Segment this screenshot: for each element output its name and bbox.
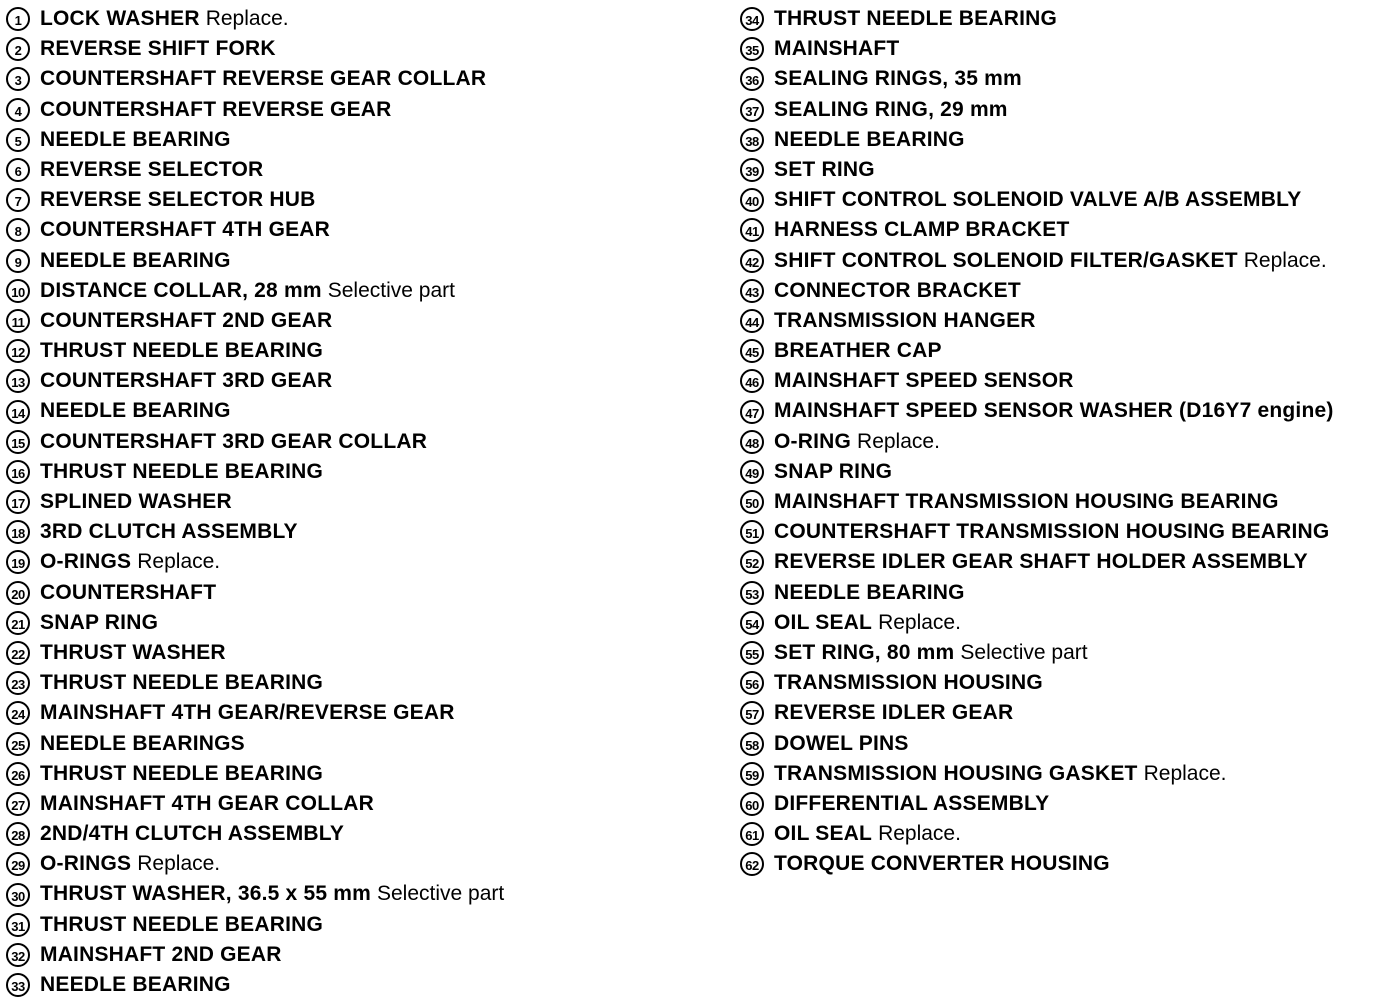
part-name: THRUST NEEDLE BEARING xyxy=(774,7,1058,30)
part-number-circle: 17 xyxy=(6,490,30,514)
part-name: MAINSHAFT TRANSMISSION HOUSING BEARING xyxy=(774,490,1279,513)
part-note: Selective part xyxy=(960,640,1088,664)
part-number-circle: 1 xyxy=(6,7,30,31)
part-name: NEEDLE BEARING xyxy=(774,580,965,604)
part-name: O-RINGS xyxy=(40,852,132,876)
part-number-circle: 28 xyxy=(6,822,30,846)
part-number-circle: 43 xyxy=(740,279,764,303)
part-number-circle: 11 xyxy=(6,309,30,333)
part-number-circle: 41 xyxy=(740,218,764,242)
part-number-circle: 20 xyxy=(6,581,30,605)
part-number-circle: 32 xyxy=(6,943,30,967)
part-name: SNAP RING xyxy=(40,610,159,634)
part-note: Replace. xyxy=(205,7,289,30)
part-number-circle: 23 xyxy=(6,671,30,695)
part-note: Replace. xyxy=(1143,761,1227,785)
parts-list-item xyxy=(740,306,1390,336)
parts-list-item xyxy=(6,698,706,728)
part-name: O-RING xyxy=(774,429,852,453)
part-name: BREATHER CAP xyxy=(774,339,942,363)
parts-list-item xyxy=(6,547,706,577)
part-number-circle: 35 xyxy=(740,37,764,61)
parts-list-item xyxy=(740,547,1390,577)
part-number-circle: 12 xyxy=(6,339,30,363)
part-name: CONNECTOR BRACKET xyxy=(774,278,1021,302)
part-name: REVERSE SELECTOR xyxy=(40,157,264,181)
part-name: SEALING RINGS, 35 mm xyxy=(774,67,1022,91)
parts-list-item xyxy=(6,789,706,819)
parts-list-item xyxy=(740,457,1390,487)
parts-list-item xyxy=(740,246,1390,276)
part-number-circle: 33 xyxy=(6,973,30,997)
part-number-circle: 34 xyxy=(740,7,764,31)
parts-list-item xyxy=(740,638,1390,668)
parts-list-item xyxy=(6,910,706,940)
part-number-circle: 49 xyxy=(740,460,764,484)
part-number-circle: 44 xyxy=(740,309,764,333)
part-number-circle: 39 xyxy=(740,158,764,182)
parts-list-item xyxy=(6,185,706,215)
part-number-circle: 29 xyxy=(6,852,30,876)
part-number-circle: 2 xyxy=(6,37,30,61)
parts-list-item xyxy=(6,819,706,849)
part-name: MAINSHAFT SPEED SENSOR WASHER (D16Y7 engine) xyxy=(774,399,1334,423)
parts-list-item xyxy=(740,64,1390,94)
part-name: TRANSMISSION HANGER xyxy=(774,308,1036,332)
part-name: SNAP RING xyxy=(774,459,893,483)
part-name: NEEDLE BEARING xyxy=(40,127,231,151)
part-number-circle: 59 xyxy=(740,762,764,786)
part-name: DISTANCE COLLAR, 28 mm xyxy=(40,278,322,302)
parts-list-item xyxy=(740,487,1390,517)
parts-list-item xyxy=(6,125,706,155)
part-name: SET RING, 80 mm xyxy=(774,640,955,664)
part-number-circle: 6 xyxy=(6,158,30,182)
part-name: NEEDLE BEARING xyxy=(40,399,231,423)
parts-list-item xyxy=(6,608,706,638)
part-note: Replace. xyxy=(137,550,221,574)
part-number-circle: 50 xyxy=(740,490,764,514)
part-name: REVERSE IDLER GEAR xyxy=(774,701,1014,725)
parts-list-item xyxy=(6,276,706,306)
part-name: MAINSHAFT 2ND GEAR xyxy=(40,942,282,966)
parts-list-item xyxy=(6,940,706,970)
part-number-circle: 19 xyxy=(6,550,30,574)
part-number-circle: 27 xyxy=(6,792,30,816)
part-name: DIFFERENTIAL ASSEMBLY xyxy=(774,791,1050,815)
part-number-circle: 48 xyxy=(740,430,764,454)
part-number-circle: 14 xyxy=(6,400,30,424)
part-number-circle: 55 xyxy=(740,641,764,665)
part-name: NEEDLE BEARING xyxy=(774,127,965,151)
parts-list-item xyxy=(740,789,1390,819)
part-number-circle: 47 xyxy=(740,400,764,424)
parts-list-item xyxy=(740,95,1390,125)
part-note: Replace. xyxy=(857,429,940,453)
part-name: THRUST NEEDLE BEARING xyxy=(40,912,324,936)
part-name: NEEDLE BEARING xyxy=(40,973,231,996)
parts-list-item xyxy=(6,970,706,1000)
parts-list-item xyxy=(740,4,1390,34)
part-number-circle: 54 xyxy=(740,611,764,635)
part-note: Replace. xyxy=(137,852,221,876)
part-number-circle: 9 xyxy=(6,249,30,273)
parts-list-item xyxy=(740,698,1390,728)
part-number-circle: 53 xyxy=(740,581,764,605)
part-number-circle: 37 xyxy=(740,98,764,122)
part-name: REVERSE IDLER GEAR SHAFT HOLDER ASSEMBLY xyxy=(774,550,1308,574)
part-name: THRUST WASHER xyxy=(40,640,226,664)
parts-list-item xyxy=(6,215,706,245)
parts-list-item xyxy=(740,336,1390,366)
parts-list-item xyxy=(6,306,706,336)
part-name: SPLINED WASHER xyxy=(40,490,232,513)
part-name: THRUST NEEDLE BEARING xyxy=(40,761,324,785)
parts-list-item xyxy=(740,185,1390,215)
part-name: THRUST WASHER, 36.5 x 55 mm xyxy=(40,882,371,906)
part-number-circle: 42 xyxy=(740,249,764,273)
parts-list-item xyxy=(740,125,1390,155)
part-name: REVERSE SHIFT FORK xyxy=(40,37,276,61)
part-number-circle: 62 xyxy=(740,852,764,876)
part-number-circle: 52 xyxy=(740,550,764,574)
part-number-circle: 60 xyxy=(740,792,764,816)
parts-list-item xyxy=(740,396,1390,426)
parts-list-right-column xyxy=(740,4,1390,879)
parts-list-item xyxy=(6,457,706,487)
parts-list-item xyxy=(6,517,706,547)
parts-list-item xyxy=(6,729,706,759)
part-number-circle: 36 xyxy=(740,67,764,91)
part-note: Replace. xyxy=(878,822,961,846)
parts-list-item xyxy=(740,668,1390,698)
part-number-circle: 15 xyxy=(6,430,30,454)
part-name: COUNTERSHAFT REVERSE GEAR COLLAR xyxy=(40,67,487,91)
parts-list-item xyxy=(6,849,706,879)
part-name: COUNTERSHAFT 4TH GEAR xyxy=(40,218,331,242)
parts-list-item xyxy=(740,155,1390,185)
part-name: COUNTERSHAFT 2ND GEAR xyxy=(40,308,333,332)
part-name: SHIFT CONTROL SOLENOID VALVE A/B ASSEMBLY xyxy=(774,188,1302,212)
part-number-circle: 58 xyxy=(740,732,764,756)
parts-list-item xyxy=(740,34,1390,64)
part-number-circle: 8 xyxy=(6,218,30,242)
parts-list-item xyxy=(6,4,706,34)
parts-list-item xyxy=(740,578,1390,608)
parts-list-item xyxy=(740,215,1390,245)
part-number-circle: 38 xyxy=(740,128,764,152)
part-note: Selective part xyxy=(377,882,505,906)
part-note: Replace. xyxy=(878,610,961,634)
parts-list-item xyxy=(6,246,706,276)
part-name: SEALING RING, 29 mm xyxy=(774,97,1008,121)
parts-list-item xyxy=(740,517,1390,547)
part-name: THRUST NEEDLE BEARING xyxy=(40,459,324,483)
parts-list-item xyxy=(740,276,1390,306)
part-number-circle: 61 xyxy=(740,822,764,846)
parts-list-left-column xyxy=(6,4,706,1000)
part-name: 2ND/4TH CLUTCH ASSEMBLY xyxy=(40,822,345,846)
part-number-circle: 5 xyxy=(6,128,30,152)
parts-list-item xyxy=(6,336,706,366)
part-name: O-RINGS xyxy=(40,550,132,574)
part-number-circle: 57 xyxy=(740,701,764,725)
part-note: Replace. xyxy=(1243,248,1327,272)
part-name: MAINSHAFT xyxy=(774,37,900,61)
part-name: COUNTERSHAFT 3RD GEAR xyxy=(40,369,333,393)
part-number-circle: 30 xyxy=(6,883,30,907)
parts-list-item xyxy=(6,155,706,185)
part-name: SHIFT CONTROL SOLENOID FILTER/GASKET xyxy=(774,248,1238,272)
part-name: DOWEL PINS xyxy=(774,731,909,755)
parts-list-item xyxy=(6,638,706,668)
part-number-circle: 51 xyxy=(740,520,764,544)
part-name: SET RING xyxy=(774,157,875,181)
parts-list-item xyxy=(740,729,1390,759)
part-name: NEEDLE BEARING xyxy=(40,248,231,272)
part-name: REVERSE SELECTOR HUB xyxy=(40,188,316,212)
parts-list-item xyxy=(6,366,706,396)
part-number-circle: 3 xyxy=(6,67,30,91)
part-number-circle: 16 xyxy=(6,460,30,484)
part-number-circle: 45 xyxy=(740,339,764,363)
part-name: NEEDLE BEARINGS xyxy=(40,731,245,755)
parts-list-item xyxy=(740,849,1390,879)
part-number-circle: 56 xyxy=(740,671,764,695)
part-name: TRANSMISSION HOUSING xyxy=(774,671,1043,695)
part-name: OIL SEAL xyxy=(774,822,873,846)
part-name: OIL SEAL xyxy=(774,610,873,634)
parts-list-item xyxy=(6,759,706,789)
part-number-circle: 46 xyxy=(740,369,764,393)
part-name: THRUST NEEDLE BEARING xyxy=(40,339,324,363)
part-name: MAINSHAFT SPEED SENSOR xyxy=(774,369,1074,393)
part-name: 3RD CLUTCH ASSEMBLY xyxy=(40,520,298,544)
part-number-circle: 25 xyxy=(6,732,30,756)
part-name: MAINSHAFT 4TH GEAR COLLAR xyxy=(40,791,374,815)
parts-list-item xyxy=(6,95,706,125)
parts-list-item xyxy=(6,578,706,608)
part-number-circle: 26 xyxy=(6,762,30,786)
parts-list-item xyxy=(740,759,1390,789)
parts-list-item xyxy=(740,427,1390,457)
part-name: TRANSMISSION HOUSING GASKET xyxy=(774,761,1138,785)
part-number-circle: 7 xyxy=(6,188,30,212)
part-name: COUNTERSHAFT xyxy=(40,580,217,604)
part-name: MAINSHAFT 4TH GEAR/REVERSE GEAR xyxy=(40,701,455,725)
part-number-circle: 10 xyxy=(6,279,30,303)
parts-list-item xyxy=(6,396,706,426)
parts-list-item xyxy=(6,427,706,457)
part-number-circle: 4 xyxy=(6,98,30,122)
part-name: COUNTERSHAFT REVERSE GEAR xyxy=(40,97,392,121)
part-name: THRUST NEEDLE BEARING xyxy=(40,671,324,695)
parts-list-item xyxy=(740,608,1390,638)
part-number-circle: 18 xyxy=(6,520,30,544)
part-name: COUNTERSHAFT 3RD GEAR COLLAR xyxy=(40,429,428,453)
part-number-circle: 21 xyxy=(6,611,30,635)
part-name: TORQUE CONVERTER HOUSING xyxy=(774,852,1110,876)
part-name: COUNTERSHAFT TRANSMISSION HOUSING BEARING xyxy=(774,520,1330,544)
part-number-circle: 31 xyxy=(6,913,30,937)
part-number-circle: 13 xyxy=(6,369,30,393)
part-note: Selective part xyxy=(327,278,455,302)
part-name: HARNESS CLAMP BRACKET xyxy=(774,218,1070,242)
parts-list-item xyxy=(6,879,706,909)
parts-list-item xyxy=(6,64,706,94)
parts-list-item xyxy=(6,668,706,698)
parts-list-item xyxy=(740,819,1390,849)
parts-list-item xyxy=(740,366,1390,396)
parts-list-item xyxy=(6,34,706,64)
part-number-circle: 40 xyxy=(740,188,764,212)
part-name: LOCK WASHER xyxy=(40,7,200,30)
parts-list-item xyxy=(6,487,706,517)
part-number-circle: 24 xyxy=(6,701,30,725)
part-number-circle: 22 xyxy=(6,641,30,665)
